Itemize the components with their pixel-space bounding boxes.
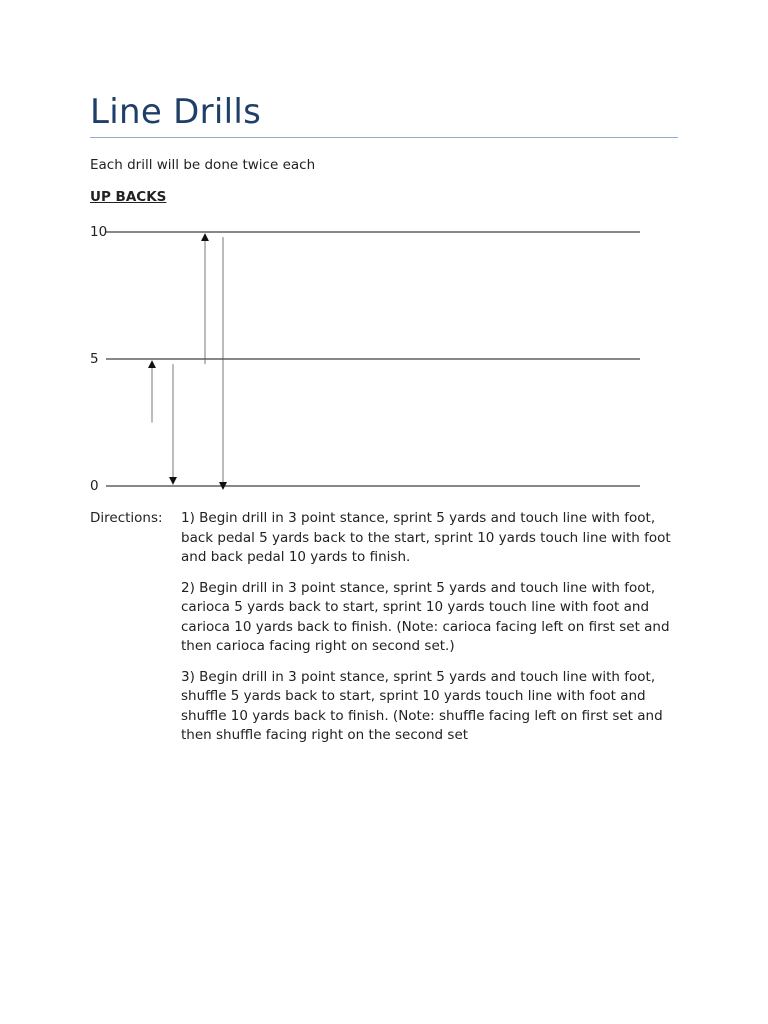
direction-step: 3) Begin drill in 3 point stance, sprint 5 yards and touch line with foot, shuffle 5 yards back to start, sprint 10 yards touch line with foot and shuffle 10 yards back to finish. (Note: shuffle facing left on first set and then shuffle facing right on the second set [181,668,663,743]
yard-label: 0 [90,478,99,494]
page-title: Line Drills [90,92,262,132]
direction-step: 2) Begin drill in 3 point stance, sprint 5 yards and touch line with foot, carioca 5 yards back to start, sprint 10 yards touch line with foot and carioca 10 yards back to finish. (Note: carioca facing left on first set and then carioca facing right on second set.) [181,579,670,654]
intro-text: Each drill will be done twice each [90,157,316,173]
section-heading: UP BACKS [90,189,167,205]
direction-step: 1) Begin drill in 3 point stance, sprint 5 yards and touch line with foot, back pedal 5 yards back to the start, sprint 10 yards touch line with foot and back pedal 10 yards to finish. [181,510,671,565]
directions-list [181,509,681,757]
yard-lines [90,224,640,494]
yard-label: 5 [90,351,99,367]
drill-runs [152,237,223,486]
directions-label: Directions: [90,510,163,526]
yard-label: 10 [90,224,108,240]
